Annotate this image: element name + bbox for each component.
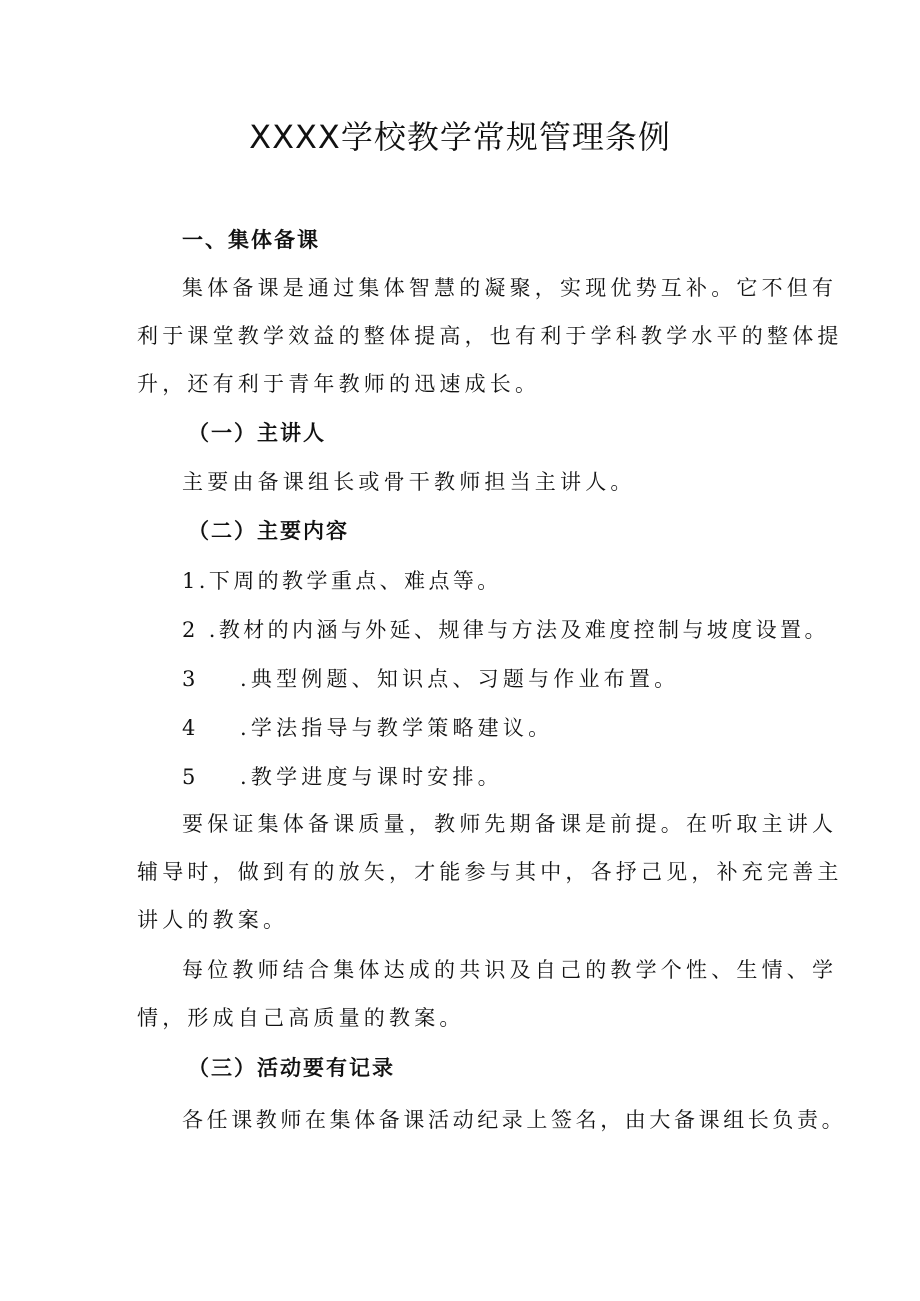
subheading-main-content: （二）主要内容 bbox=[188, 519, 349, 543]
main-speaker-text: 主要由备课组长或骨干教师担当主讲人。 bbox=[182, 470, 636, 494]
activity-record-text: 各任课教师在集体备课活动纪录上签名，由大备课组长负责。 bbox=[182, 1108, 847, 1132]
paragraph-teacher-line-2: 情，形成自己高质量的教案。 bbox=[137, 1006, 465, 1030]
content-item-2 bbox=[182, 614, 829, 644]
content-item-number: 2 bbox=[182, 618, 199, 642]
content-item-3 bbox=[182, 663, 679, 693]
intro-line-3: 升，还有利于青年教师的迅速成长。 bbox=[137, 372, 541, 396]
paragraph-teacher-line-1: 每位教师结合集体达成的共识及自己的教学个性、生情、学 bbox=[182, 958, 838, 982]
content-item-number: 1 bbox=[182, 569, 199, 593]
content-item-text: .典型例题、知识点、习题与作业布置。 bbox=[240, 667, 680, 691]
intro-line-2: 利于课堂教学效益的整体提高，也有利于学科教学水平的整体提 bbox=[137, 324, 843, 348]
content-item-text: .教学进度与课时安排。 bbox=[240, 765, 503, 789]
subheading-activity-record: （三）活动要有记录 bbox=[188, 1056, 395, 1080]
paragraph-quality-line-2: 辅导时，做到有的放矢，才能参与其中，各抒己见，补充完善主 bbox=[137, 860, 843, 884]
content-item-1 bbox=[182, 565, 502, 595]
content-item-number: 3 bbox=[182, 667, 196, 691]
subheading-main-speaker: （一）主讲人 bbox=[188, 421, 326, 445]
content-item-number: 4 bbox=[182, 716, 196, 740]
section-heading-collective-lesson-prep: 一、集体备课 bbox=[182, 228, 320, 252]
intro-line-1: 集体备课是通过集体智慧的凝聚，实现优势互补。它不但有 bbox=[182, 276, 838, 300]
content-item-number: 5 bbox=[182, 765, 196, 789]
content-item-5 bbox=[182, 761, 503, 791]
content-item-text: .学法指导与教学策略建议。 bbox=[240, 716, 554, 740]
content-item-text: .教材的内涵与外延、规律与方法及难度控制与坡度设置。 bbox=[208, 618, 829, 642]
content-item-text: .下周的教学重点、难点等。 bbox=[198, 569, 502, 593]
paragraph-quality-line-3: 讲人的教案。 bbox=[137, 908, 289, 932]
content-item-4 bbox=[182, 712, 553, 742]
document-title: XXXX学校教学常规管理条例 bbox=[249, 118, 671, 156]
paragraph-quality-line-1: 要保证集体备课质量，教师先期备课是前提。在听取主讲人 bbox=[182, 812, 838, 836]
